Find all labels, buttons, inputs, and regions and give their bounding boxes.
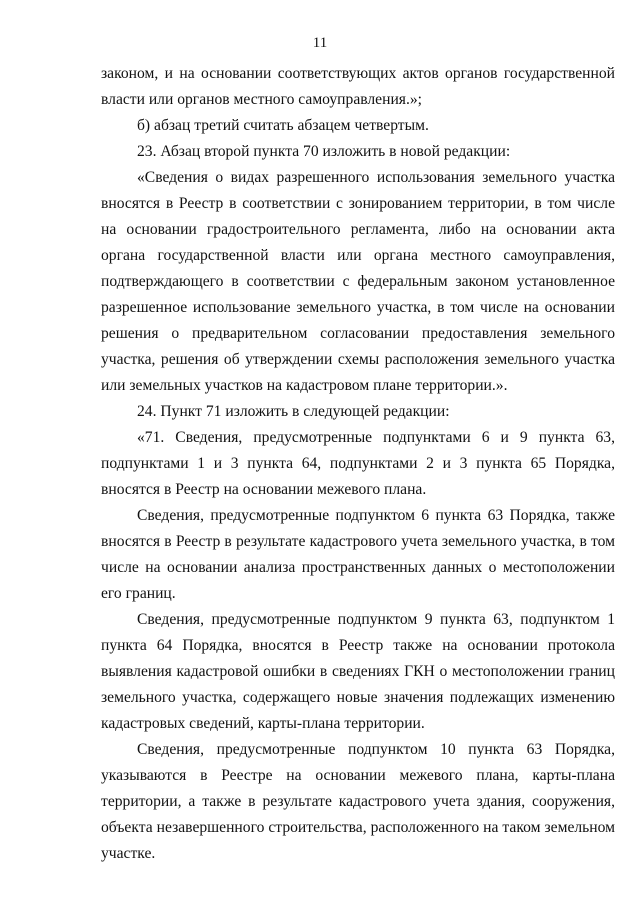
paragraph-clause-71: «71. Сведения, предусмотренные подпунктами 6 и 9 пункта 63, подпунктами 1 и 3 пункта 64, подпунктами 2 и 3 пункта 65 Порядка, вносятся в Реестр на основании межевого плана. [101, 429, 615, 498]
paragraph-clause-71-part-4: Сведения, предусмотренные подпунктом 10 пункта 63 Порядка, указываются в Реестре на основании межевого плана, карты-плана территории, а также в результате кадастрового учета здания, сооружения, объекта незавершенного строительства, расположенного на таком земельном участке. [101, 741, 615, 862]
paragraph-clause-71-part-2: Сведения, предусмотренные подпунктом 6 пункта 63 Порядка, также вносятся в Реестр в результате кадастрового учета земельного участка, в том числе на основании анализа пространственных данных о местоположении его границ. [101, 507, 615, 602]
paragraph-clause-71-part-3: Сведения, предусмотренные подпунктом 9 пункта 63, подпунктом 1 пункта 64 Порядка, вносятся в Реестр также на основании протокола выявления кадастровой ошибки в сведениях ГКН о местоположении границ земельного участка, содержащего новые значения подлежащих изменению кадастровых сведений, карты-плана территории. [101, 611, 615, 732]
paragraph-quote-permitted-use: «Сведения о видах разрешенного использования земельного участка вносятся в Реестр в соответствии с зонированием территории, в том числе на основании градостроительного регламента, либо на основании акта органа государственной власти или органа местного самоуправления, подтверждающего в соответствии с федеральным законом установленное разрешенное использование земельного участка, в том числе на основании решения о предварительном согласовании предоставления земельного участка, решения об утверждении схемы расположения земельного участка или земельных участков на кадастровом плане территории.». [101, 169, 615, 394]
paragraph-subitem-b: б) абзац третий считать абзацем четвертым. [137, 117, 429, 134]
document-body [101, 61, 615, 867]
paragraph-continuation: законом, и на основании соответствующих актов органов государственной власти или органов местного самоуправления.»; [101, 65, 615, 108]
paragraph-item-24: 24. Пункт 71 изложить в следующей редакции: [137, 403, 450, 420]
page-number: 11 [312, 35, 328, 51]
paragraph-item-23: 23. Абзац второй пункта 70 изложить в новой редакции: [137, 143, 511, 160]
